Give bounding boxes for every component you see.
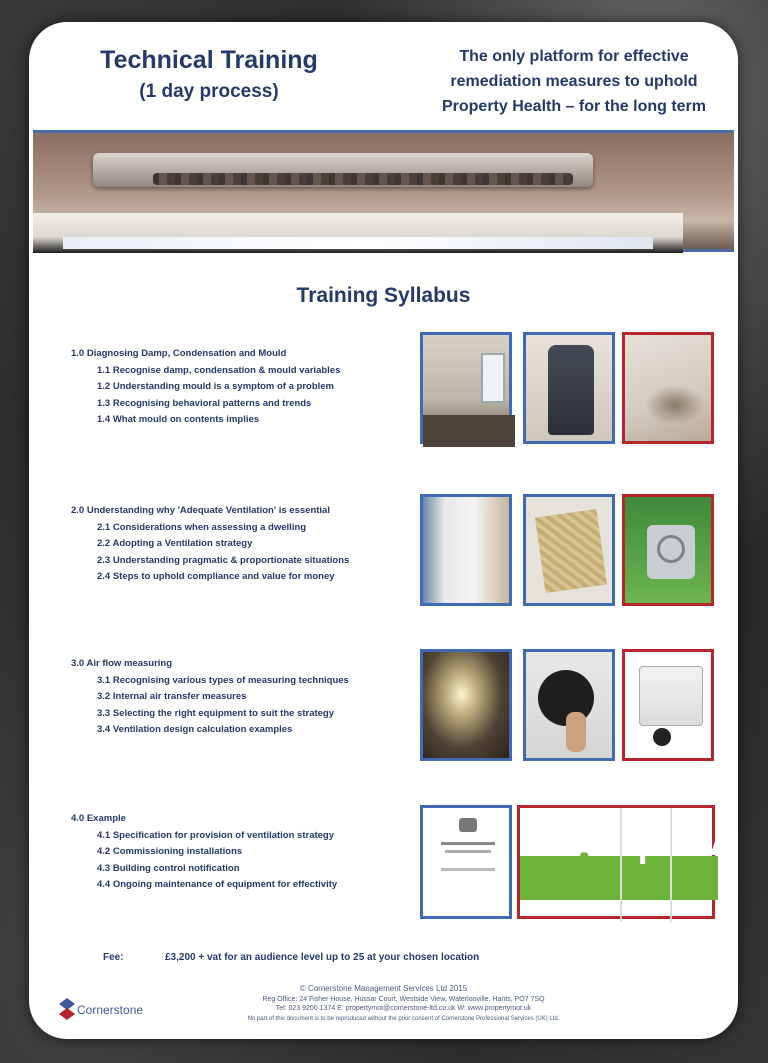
flyer-title: Technical Training xyxy=(100,46,318,74)
photo-extractor-fan xyxy=(622,494,714,606)
approved-documents-thumbnail xyxy=(517,805,733,919)
footer-disclaimer: No part of this document is to be reproduced without the prior consent of Cornerstone Professional Services (UK) Ltd. xyxy=(247,1016,560,1022)
doc-letter-f: F xyxy=(638,834,659,872)
cornerstone-logo-icon xyxy=(59,998,75,1020)
section-item: 3.3 Selecting the right equipment to suit the strategy xyxy=(97,707,335,719)
tagline-line-3: Property Health – for the long term xyxy=(441,98,707,115)
syllabus-section-2 xyxy=(71,503,421,586)
doc-page-edge xyxy=(670,808,672,922)
photo-airflow-meter xyxy=(523,649,615,761)
section-item: 2.1 Considerations when assessing a dwelling xyxy=(97,521,307,533)
section-item: 3.2 Internal air transfer measures xyxy=(97,691,247,702)
section-item: 2.2 Adopting a Ventilation strategy xyxy=(97,538,253,549)
doc-letter-l1a: L1A xyxy=(672,826,733,862)
syllabus-section-3 xyxy=(71,656,421,739)
photo-hand xyxy=(566,712,586,752)
footer-contact: Tel: 023 9200 1374 E: propertymot@cornerstone-ltd.co.uk W: www.propertymot.uk xyxy=(275,1005,532,1012)
photo-coat xyxy=(548,345,594,435)
tagline-line-1: The only platform for effective xyxy=(459,48,689,65)
syllabus-title: Training Syllabus xyxy=(296,284,471,307)
section-item: 4.2 Commissioning installations xyxy=(97,846,243,857)
footer-copyright: © Cornerstone Management Services Ltd 2015 xyxy=(299,984,468,993)
footer-address: Reg Office: 24 Fisher House, Hussar Court, Westside View, Waterlooville, Hants, PO7 7SQ xyxy=(262,996,545,1003)
section-heading: 1.0 Diagnosing Damp, Condensation and Mould xyxy=(71,348,287,359)
photo-window xyxy=(481,353,505,403)
section-heading: 2.0 Understanding why 'Adequate Ventilation' is essential xyxy=(71,505,330,516)
photo-damp-room xyxy=(420,332,512,444)
syllabus-section-1 xyxy=(71,346,421,429)
section-item: 2.4 Steps to uphold compliance and value for money xyxy=(97,571,335,582)
logo-text: Cornerstone xyxy=(77,1003,144,1017)
doc-line xyxy=(445,850,491,853)
photo-mouldy-wall xyxy=(622,332,714,444)
flyer-subtitle: (1 day process) xyxy=(139,81,279,102)
section-item: 4.1 Specification for provision of ventilation strategy xyxy=(97,829,335,841)
section-item: 4.4 Ongoing maintenance of equipment for effectivity xyxy=(97,879,338,890)
fee-text: £3,200 + vat for an audience level up to 25 at your chosen location xyxy=(165,952,480,963)
photo-mould-patch xyxy=(645,385,705,425)
section-heading: 3.0 Air flow measuring xyxy=(71,658,173,669)
banner-photo-mouldy-vent xyxy=(33,130,734,252)
photo-filter-block xyxy=(523,494,615,606)
photo-unit-port xyxy=(653,728,671,746)
syllabus-section-4 xyxy=(71,811,421,894)
doc-letter-a: A xyxy=(572,846,597,884)
crest-icon xyxy=(459,818,477,832)
doc-line xyxy=(441,868,495,871)
tagline-line-2: remediation measures to uphold xyxy=(450,73,698,90)
section-item: 4.3 Building control notification xyxy=(97,862,240,874)
photo-fan-grille xyxy=(657,535,685,563)
section-item: 3.1 Recognising various types of measuring techniques xyxy=(97,674,349,686)
photo-window-curtain xyxy=(420,494,512,606)
banner-mould-streak xyxy=(153,173,573,185)
flyer-title-block xyxy=(89,46,329,103)
doc-line xyxy=(441,842,495,845)
section-heading: 4.0 Example xyxy=(71,813,126,824)
section-item: 1.2 Understanding mould is a symptom of a problem xyxy=(97,381,335,392)
tagline xyxy=(424,44,724,119)
cornerstone-logo xyxy=(59,998,159,1022)
photo-filter xyxy=(535,509,607,593)
section-item: 3.4 Ventilation design calculation examples xyxy=(97,724,293,735)
doc-page-edge xyxy=(620,808,622,922)
doc-green-band xyxy=(520,856,718,900)
photo-ceiling-vent xyxy=(420,649,512,761)
photo-mouldy-coat xyxy=(523,332,615,444)
banner-window-glass xyxy=(63,237,653,249)
section-item: 1.1 Recognise damp, condensation & mould variables xyxy=(97,364,341,376)
fee-label: Fee: xyxy=(103,952,124,963)
photo-unit-body xyxy=(639,666,703,726)
section-item: 1.4 What mould on contents implies xyxy=(97,414,260,425)
photo-fan-unit xyxy=(622,649,714,761)
section-item: 1.3 Recognising behavioral patterns and trends xyxy=(97,397,312,409)
flyer-card xyxy=(29,22,738,1039)
document-thumbnail xyxy=(420,805,512,919)
photo-floor xyxy=(423,415,515,447)
section-item: 2.3 Understanding pragmatic & proportionate situations xyxy=(97,554,350,566)
